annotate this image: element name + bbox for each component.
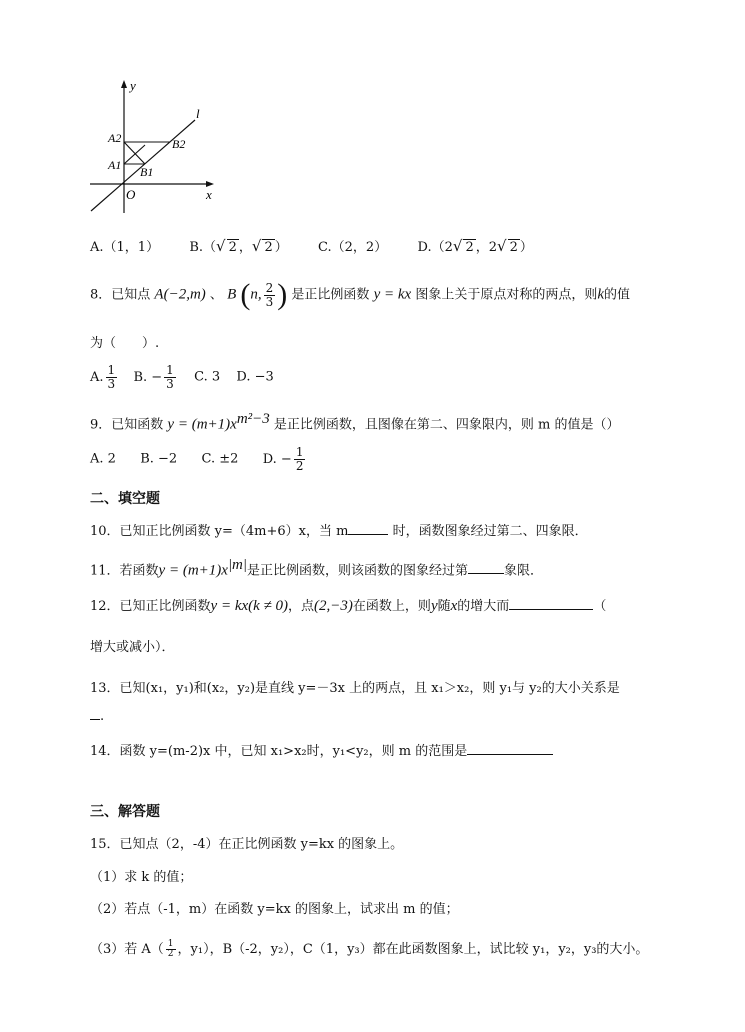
q11-prefix: 11．若函数 xyxy=(90,563,159,579)
line-l-label: l xyxy=(196,106,200,121)
section-2-title: 二、填空题 xyxy=(90,491,160,507)
q8-mid: 是正比例函数 xyxy=(291,287,370,303)
question-13: 13．已知(x₁，y₁)和(x₂，y₂)是直线 y=－3x 上的两点，且 x₁＞x₂，则 y₁与 y₂的大小关系是 xyxy=(90,681,620,696)
a1-label: A1 xyxy=(108,158,122,172)
origin-label: O xyxy=(126,187,136,202)
q12-post: （ xyxy=(593,599,607,614)
q9-option-d: D. − $\frac{1}{2}$ xyxy=(262,445,304,473)
q12-mid2: 在函数上，则 xyxy=(352,599,431,614)
q8-n: n, xyxy=(250,286,262,303)
q11-func: y = (m+1)x xyxy=(158,562,228,579)
q9-option-a: A. 2 xyxy=(90,451,116,467)
q9-option-b: B. −2 xyxy=(140,451,178,467)
q10-blank xyxy=(348,533,388,535)
q9-exponent: m²−3 xyxy=(236,411,270,427)
question-11 xyxy=(90,557,543,579)
question-8-line2: 为（ ）. xyxy=(90,336,160,351)
q9-prefix: 9．已知函数 xyxy=(90,417,164,433)
q12-blank xyxy=(509,608,593,610)
q9-func: y = (m+1)x xyxy=(167,416,237,433)
question-8: 8．已知点 A(−2,m) 、 B (n, $\frac{2}{3}$ ) 是正比例函数 y = kx 图象上关于原点对称的两点，则k的值 xyxy=(90,278,631,311)
x-axis-label: x xyxy=(206,187,212,202)
q12-mid3: 随 xyxy=(437,599,451,614)
question-13-line2 xyxy=(90,709,104,724)
q7-option-b: B.（√ 2 ，√ 2 ） xyxy=(189,237,288,255)
q12-mid: ，点 xyxy=(288,599,315,614)
q8-option-a: A. $\frac{1}{3}$ xyxy=(90,363,116,391)
q8-post: 图象上关于原点对称的两点，则 xyxy=(415,287,598,303)
question-15-part-3 xyxy=(90,938,648,959)
q8-fraction: $\frac{2}{3}$ xyxy=(265,280,274,309)
section-3-title: 三、解答题 xyxy=(90,804,160,820)
q13-blank xyxy=(90,718,100,720)
q12-func: y = kx(k ≠ 0) xyxy=(210,598,289,614)
q8-point-b-label: B xyxy=(227,286,237,303)
q13-period: . xyxy=(100,709,105,724)
q8-k: k xyxy=(597,286,605,303)
q14-blank xyxy=(467,753,553,755)
q14-text: 14．函数 y=(m-2)x 中，已知 x₁>x₂时，y₁<y₂，则 m 的范围是 xyxy=(90,744,468,759)
q12-mid4: 的增大而 xyxy=(457,599,510,614)
q12-point: (2,−3) xyxy=(314,598,353,614)
q12-prefix: 12．已知正比例函数 xyxy=(90,599,211,614)
q11-post: 象限． xyxy=(504,563,544,579)
q8-func: y = kx xyxy=(373,286,412,303)
question-15-part-1: （1）求 k 的值； xyxy=(90,870,193,885)
q8-options xyxy=(90,364,274,390)
q11-mid: 是正比例函数，则该函数的图象经过第 xyxy=(247,563,469,579)
q12-x: x xyxy=(450,598,458,614)
a2-label: A2 xyxy=(108,131,122,145)
q7-option-d: D.（2√ 2 ，2√ 2 ） xyxy=(417,237,533,255)
q11-exponent: |m| xyxy=(227,557,248,573)
q8-end: 的值 xyxy=(604,287,631,303)
question-15-stem: 15．已知点（2，-4）在正比例函数 y=kx 的图象上。 xyxy=(90,837,404,852)
q7-options xyxy=(90,236,533,255)
q11-blank xyxy=(468,572,504,574)
question-15-part-2: （2）若点（-1，m）在函数 y=kx 的图象上，试求出 m 的值； xyxy=(90,902,459,917)
q15-p3-post: ，y₁），B（-2，y₂），C（1，y₃）都在此函数图象上，试比较 y₁，y₂，y₃的大小。 xyxy=(177,942,649,957)
q15-p3-prefix: （3）若 A（ xyxy=(90,942,164,957)
q8-option-c: C. 3 xyxy=(194,369,221,385)
q9-post: 是正比例函数，且图像在第二、四象限内，则 m 的值是（） xyxy=(273,417,620,433)
q10-post: 时，函数图象经过第二、四象限． xyxy=(392,524,588,539)
q7-option-a: A.（1，1） xyxy=(90,240,160,255)
q8-sep: 、 xyxy=(209,287,223,303)
q12-y: y xyxy=(430,598,438,614)
question-14 xyxy=(90,740,553,759)
q9-option-c: C. ±2 xyxy=(201,451,239,467)
y-axis-label: y xyxy=(130,78,136,93)
q8-point-a: A(−2,m) xyxy=(154,286,206,303)
q10-prefix: 10．已知正比例函数 y=（4m+6）x，当 m xyxy=(90,524,349,539)
coordinate-figure xyxy=(88,78,223,218)
q8-option-b: B. − $\frac{1}{3}$ xyxy=(133,363,174,391)
q8-option-d: D. −3 xyxy=(236,369,274,385)
q8-prefix: 8．已知点 xyxy=(90,287,151,303)
question-9 xyxy=(90,411,620,433)
q9-options xyxy=(90,446,307,472)
question-12-line2: 增大或减小）． xyxy=(90,640,175,655)
b2-label: B2 xyxy=(172,137,186,151)
q7-option-c: C.（2，2） xyxy=(318,240,388,255)
q15-fraction: $\frac{1}{2}$ xyxy=(167,938,174,959)
question-12 xyxy=(90,595,606,615)
question-10 xyxy=(90,520,588,539)
b1-label: B1 xyxy=(140,165,154,179)
